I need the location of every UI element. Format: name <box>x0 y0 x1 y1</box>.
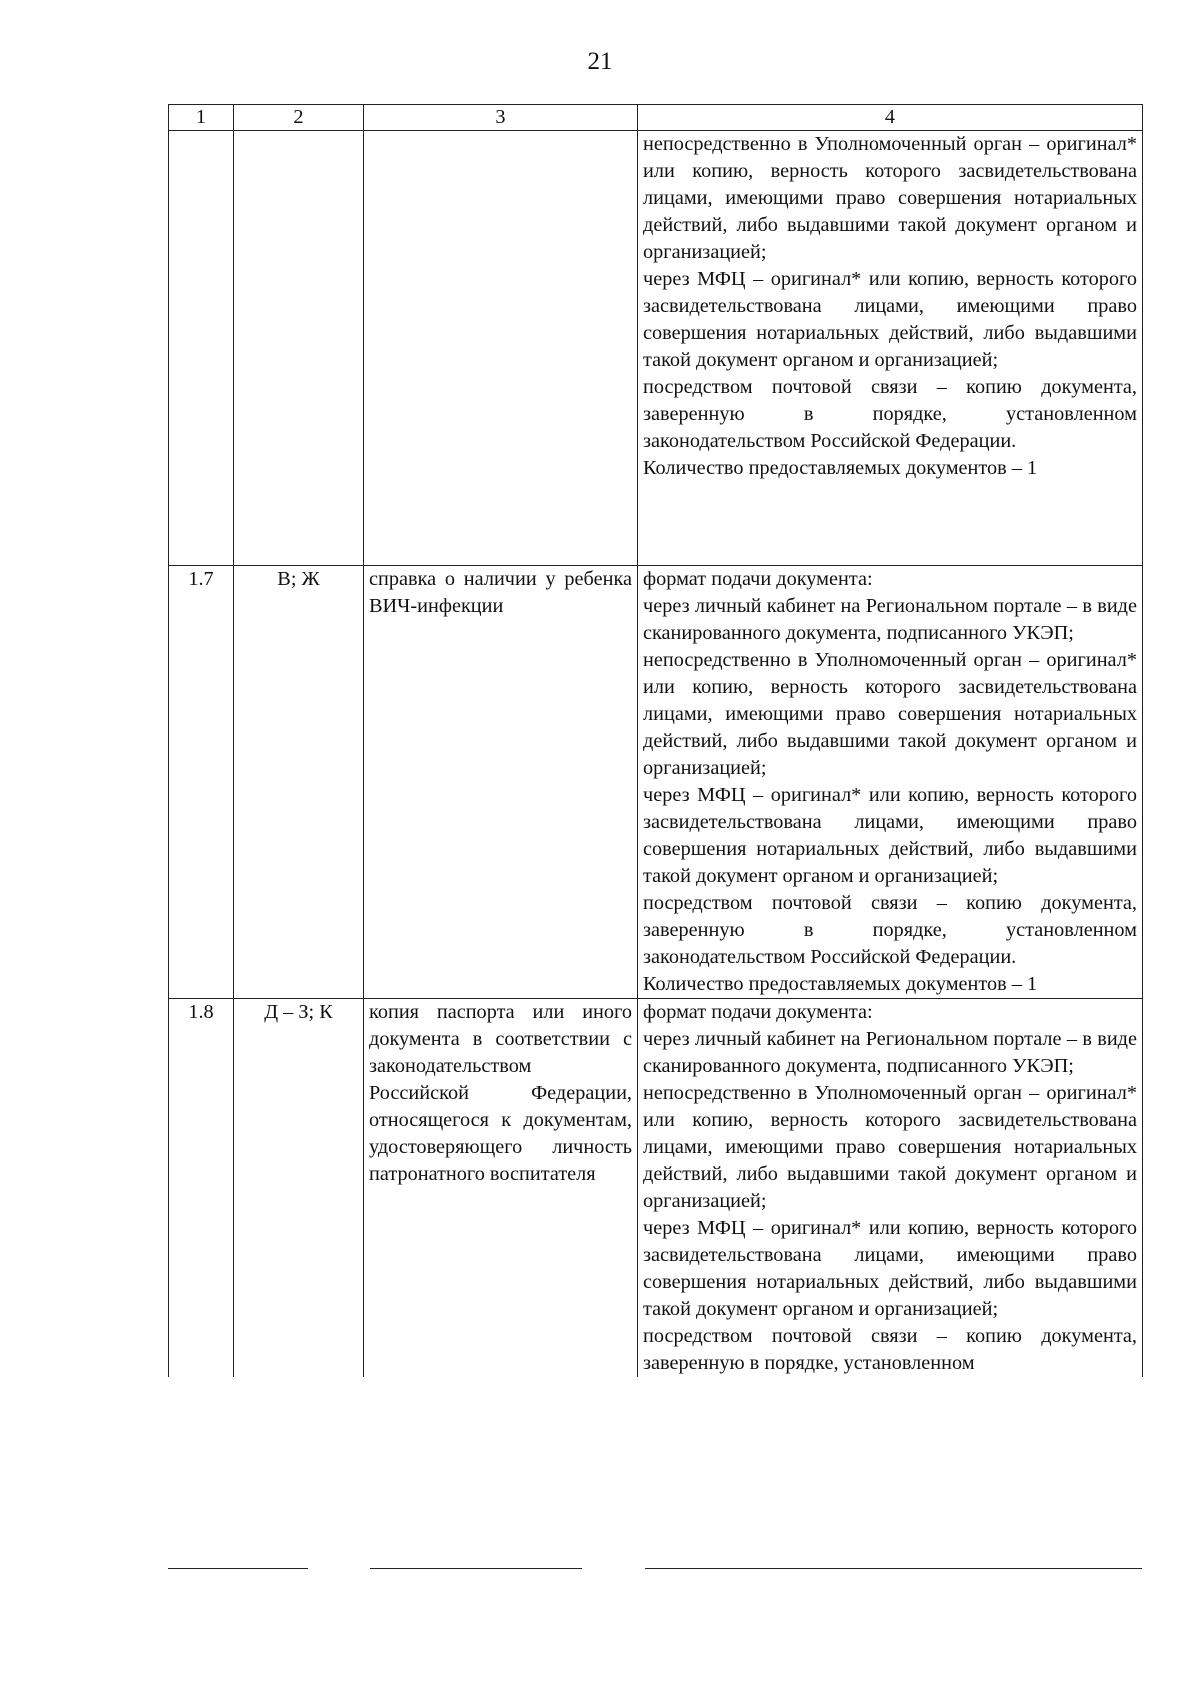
row-number: 1.8 <box>169 999 234 1378</box>
header-row <box>169 105 1143 131</box>
requirement-line: формат подачи документа: <box>643 568 873 590</box>
requirement-line: через МФЦ – оригинал* или копию, верность которого засвидетельствована лицами, имеющими право совершения нотариальных действий, либо выдавшими такой документ органом и организацией; <box>643 268 1137 371</box>
requirement-line: через личный кабинет на Региональном портале – в виде сканированного документа, подписанного УКЭП; <box>643 595 1137 644</box>
requirement-line: через МФЦ – оригинал* или копию, верность которого засвидетельствована лицами, имеющими право совершения нотариальных действий, либо выдавшими такой документ органом и организацией; <box>643 784 1137 887</box>
requirement-line: Количество предоставляемых документов – 1 <box>643 973 1038 995</box>
requirement-line: через личный кабинет на Региональном портале – в виде сканированного документа, подписанного УКЭП; <box>643 1028 1137 1077</box>
header-col-3: 3 <box>364 105 638 131</box>
row-document-name: копия паспорта или иного документа в соответствии с законодательством Российской Федерации, относящегося к документам, удостоверяющего личность патронатного воспитателя <box>364 999 638 1378</box>
requirement-line: непосредственно в Уполномоченный орган – оригинал* или копию, верность которого засвидетельствована лицами, имеющими право совершения нотариальных действий, либо выдавшими такой документ органом и организацией; <box>643 649 1137 779</box>
continuation-col-3 <box>364 131 638 566</box>
row-categories: Д – З; К <box>234 999 364 1378</box>
row-document-name: справка о наличии у ребенка ВИЧ-инфекции <box>364 566 638 999</box>
row-requirements <box>638 566 1143 999</box>
requirement-line: через МФЦ – оригинал* или копию, верность которого засвидетельствована лицами, имеющими право совершения нотариальных действий, либо выдавшими такой документ органом и организацией; <box>643 1217 1137 1320</box>
table-row-1-8 <box>169 999 1143 1378</box>
requirement-line: посредством почтовой связи – копию документа, заверенную в порядке, установленном <box>643 1325 1137 1374</box>
bottom-rule-col-4 <box>645 1568 1142 1569</box>
continuation-col-2 <box>234 131 364 566</box>
row-number: 1.7 <box>169 566 234 999</box>
header-col-2: 2 <box>234 105 364 131</box>
requirement-line: посредством почтовой связи – копию документа, заверенную в порядке, установленном законодательством Российской Федерации. <box>643 376 1137 452</box>
requirement-line: непосредственно в Уполномоченный орган – оригинал* или копию, верность которого засвидетельствована лицами, имеющими право совершения нотариальных действий, либо выдавшими такой документ органом и организацией; <box>643 1082 1137 1212</box>
continuation-requirements <box>638 131 1143 566</box>
documents-table <box>168 104 1143 1377</box>
requirement-line: Количество предоставляемых документов – 1 <box>643 457 1038 479</box>
row-categories: В; Ж <box>234 566 364 999</box>
bottom-rule-col-1-2 <box>168 1568 308 1569</box>
requirement-line: формат подачи документа: <box>643 1001 873 1023</box>
header-col-1: 1 <box>169 105 234 131</box>
continuation-row <box>169 131 1143 566</box>
page-number: 21 <box>587 48 613 75</box>
table-row-1-7 <box>169 566 1143 999</box>
continuation-col-1 <box>169 131 234 566</box>
bottom-rule-col-3 <box>370 1568 582 1569</box>
row-requirements <box>638 999 1143 1378</box>
requirement-line: непосредственно в Уполномоченный орган – оригинал* или копию, верность которого засвидетельствована лицами, имеющими право совершения нотариальных действий, либо выдавшими такой документ органом и организацией; <box>643 133 1137 263</box>
requirement-line: посредством почтовой связи – копию документа, заверенную в порядке, установленном законодательством Российской Федерации. <box>643 892 1137 968</box>
header-col-4: 4 <box>638 105 1143 131</box>
